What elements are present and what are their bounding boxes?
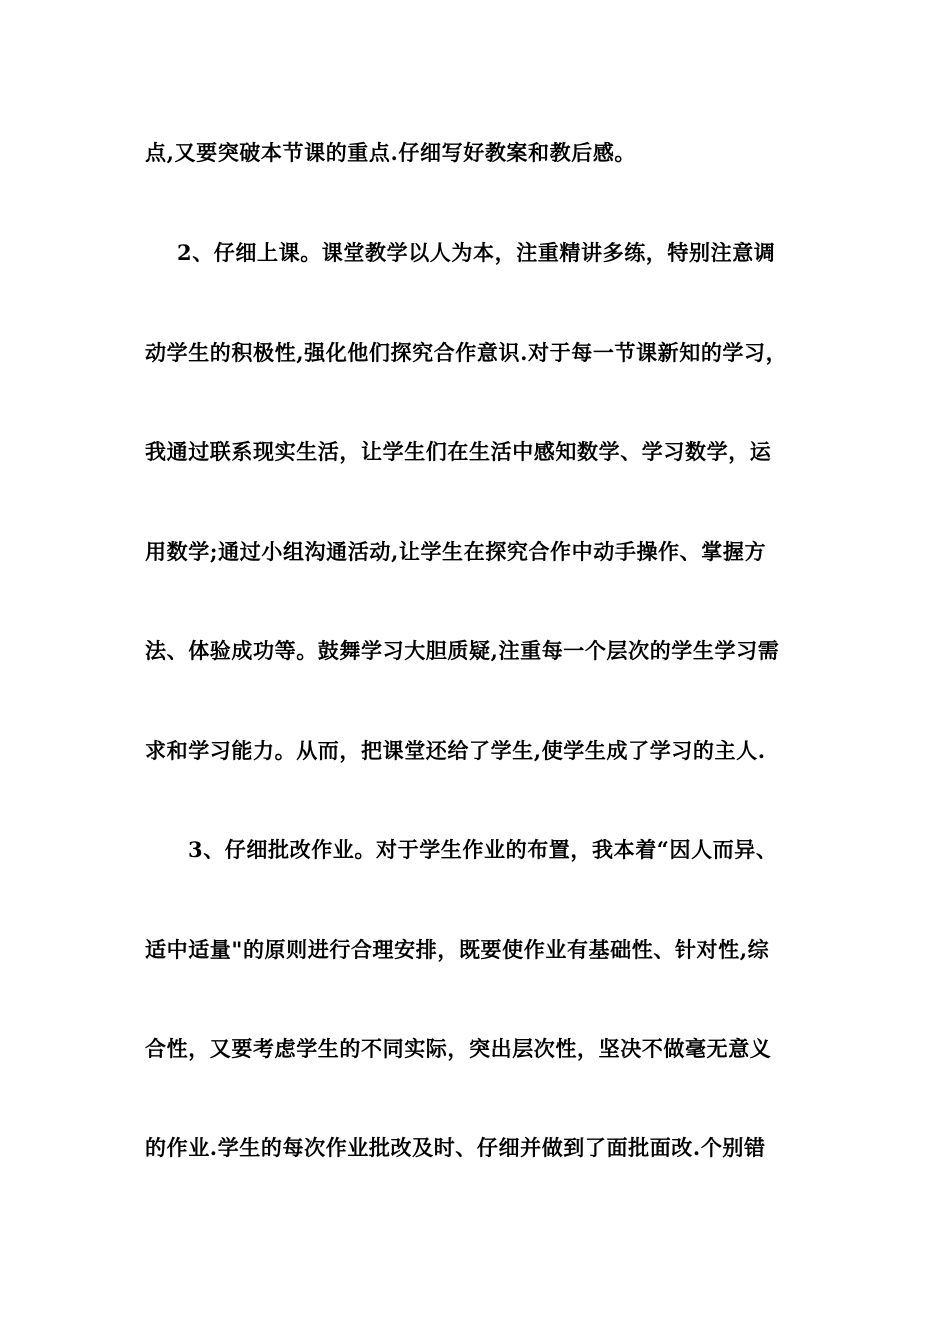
text-line-3: 动学生的积极性,强化他们探究合作意识.对于每一节课新知的学习，	[145, 340, 788, 365]
text-line-10: 合性，又要考虑学生的不同实际，突出层次性，坚决不做毫无意义	[145, 1036, 772, 1061]
text-line-7: 求和学习能力。从而，把课堂还给了学生,使学生成了学习的主人.	[145, 738, 766, 763]
text-line-8: 3、仔细批改作业。对于学生作业的布置，我本着“因人而异、	[188, 837, 778, 862]
text-line-1: 点,又要突破本节课的重点.仔细写好教案和教后感。	[145, 140, 637, 165]
text-line-9: 适中适量"的原则进行合理安排，既要使作业有基础性、针对性,综	[145, 937, 770, 962]
text-line-2: 2、仔细上课。课堂教学以人为本，注重精讲多练，特别注意调	[177, 240, 776, 265]
text-line-6: 法、体验成功等。鼓舞学习大胆质疑,注重每一个层次的学生学习需	[145, 638, 780, 663]
text-line-11: 的作业.学生的每次作业批改及时、仔细并做到了面批面改.个别错	[145, 1135, 766, 1160]
text-line-5: 用数学;通过小组沟通活动,让学生在探究合作中动手操作、掌握方	[145, 539, 767, 564]
text-line-4: 我通过联系现实生活，让学生们在生活中感知数学、学习数学，运	[145, 439, 772, 464]
